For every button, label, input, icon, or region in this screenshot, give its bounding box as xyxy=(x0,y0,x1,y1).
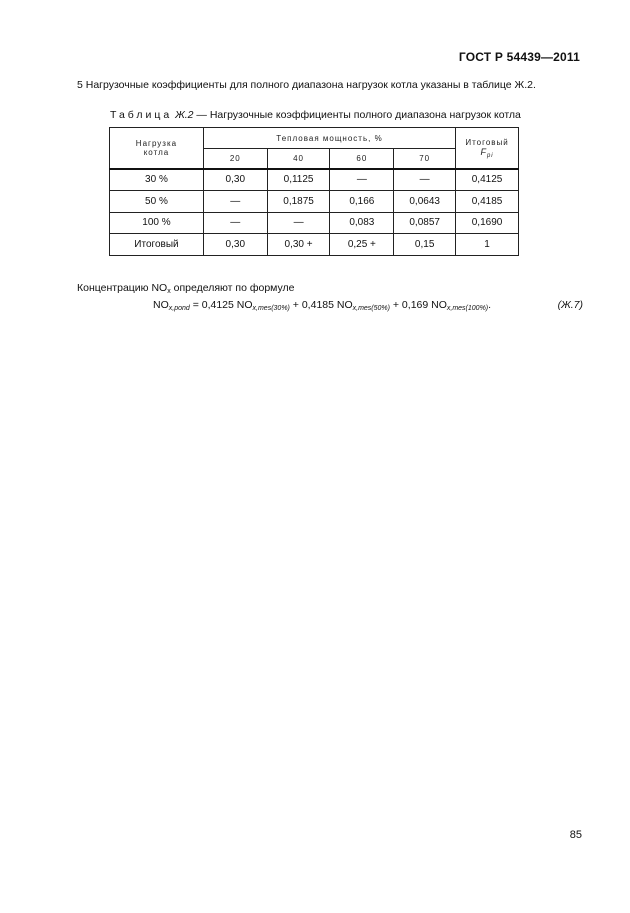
table-cell: Итоговый xyxy=(110,234,204,256)
header-total-symbol: $F_{pi}$ xyxy=(480,147,494,160)
concentration-text: Концентрацию $NO_x$ определяют по формуле xyxy=(77,282,295,295)
table-caption-word: Таблица xyxy=(110,109,173,121)
table-cell: — xyxy=(394,169,456,191)
header-total xyxy=(456,128,519,169)
header-load: Нагрузка котла xyxy=(110,128,204,169)
table-cell: 30 % xyxy=(110,169,204,191)
formula-zh7: $NO_{x,pond} = 0,4125$ $NO_{x,mes(30\%)} + 0,4185$ $NO_{x,mes(50\%)} + 0,169$ $NO_{x,mes(100\%)}$. xyxy=(153,299,492,312)
table-cell: 0,30 xyxy=(203,234,267,256)
table-cell: 100 % xyxy=(110,212,204,234)
header-total-label: Итоговый xyxy=(465,138,509,148)
table-row xyxy=(110,212,519,234)
intro-paragraph: 5 Нагрузочные коэффициенты для полного диапазона нагрузок котла указаны в таблице Ж.2. xyxy=(77,79,536,91)
load-coefficients-table xyxy=(109,127,519,256)
table-cell: 0,4125 xyxy=(456,169,519,191)
equation-number: (Ж.7) xyxy=(557,299,583,311)
table-caption xyxy=(110,109,521,121)
table-cell: 1 xyxy=(456,234,519,256)
table-cell: 0,4185 xyxy=(456,191,519,213)
table-cell: 0,15 xyxy=(394,234,456,256)
table-cell: 0,30 + xyxy=(267,234,330,256)
table-cell: 0,25 + xyxy=(330,234,394,256)
table-cell: — xyxy=(203,191,267,213)
header-power: Тепловая мощность, % xyxy=(203,128,455,149)
power-level: 20 xyxy=(203,149,267,169)
power-level: 70 xyxy=(394,149,456,169)
document-header: ГОСТ Р 54439—2011 xyxy=(458,50,580,64)
page-number: 85 xyxy=(569,829,582,841)
table-cell: — xyxy=(203,212,267,234)
table-cell: 0,1875 xyxy=(267,191,330,213)
table-cell: 0,1125 xyxy=(267,169,330,191)
table-cell: — xyxy=(267,212,330,234)
table-cell: 50 % xyxy=(110,191,204,213)
table-row xyxy=(110,169,519,191)
table-cell: — xyxy=(330,169,394,191)
table-cell: 0,1690 xyxy=(456,212,519,234)
table-cell: 0,30 xyxy=(203,169,267,191)
table-row xyxy=(110,191,519,213)
table-cell: 0,0857 xyxy=(394,212,456,234)
table-cell: 0,0643 xyxy=(394,191,456,213)
table-caption-number: Ж.2 xyxy=(175,109,194,121)
power-level: 60 xyxy=(330,149,394,169)
table-cell: 0,166 xyxy=(330,191,394,213)
power-level: 40 xyxy=(267,149,330,169)
table-caption-title: — Нагрузочные коэффициенты полного диапазона нагрузок котла xyxy=(196,109,521,121)
table-cell: 0,083 xyxy=(330,212,394,234)
table-row-total xyxy=(110,234,519,256)
